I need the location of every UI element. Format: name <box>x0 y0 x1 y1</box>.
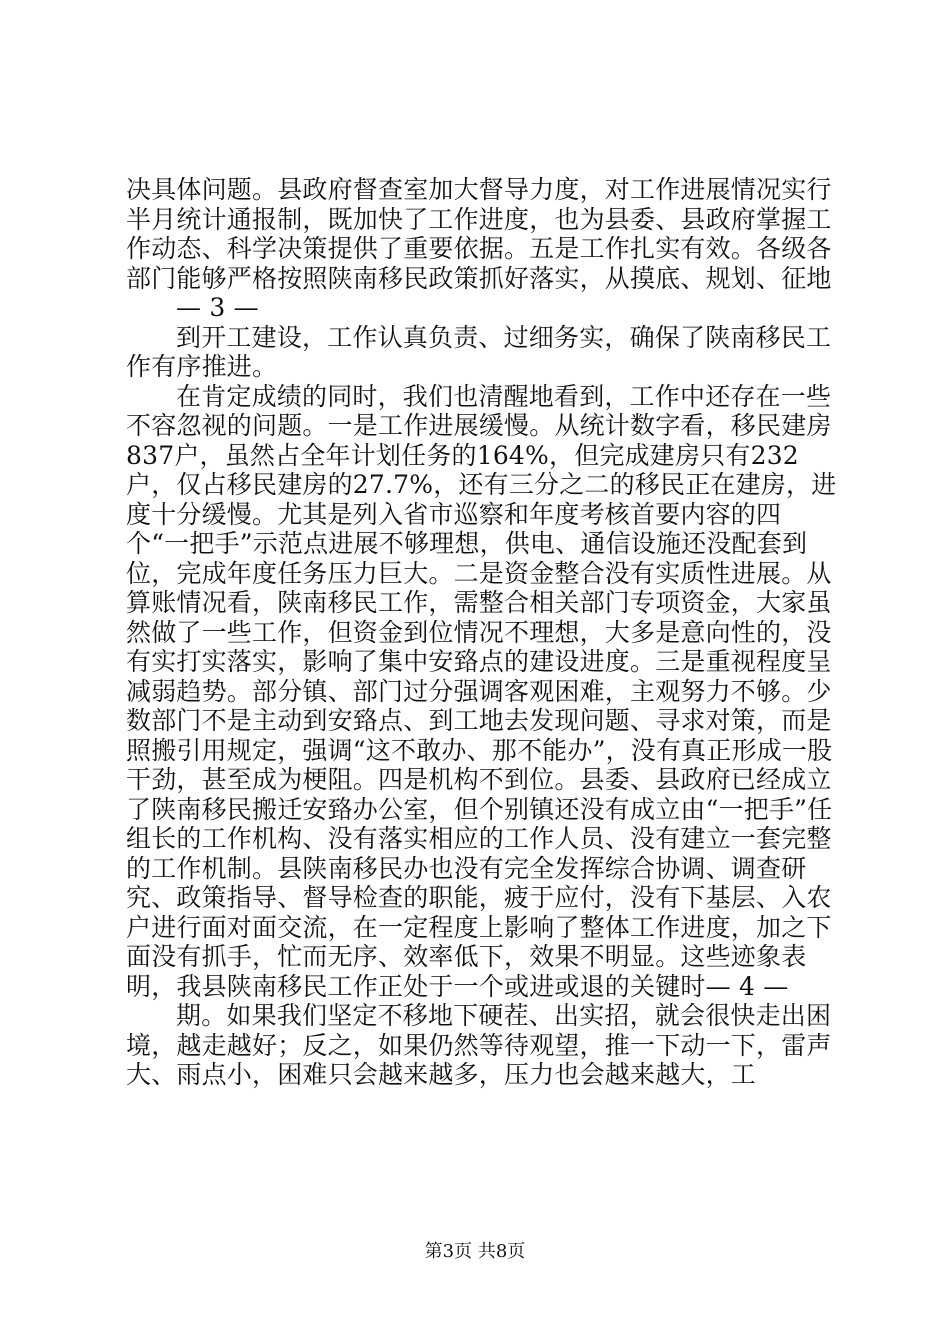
paragraph-3 <box>126 382 838 1002</box>
body-text <box>126 175 838 1090</box>
page-marker-3: — 3 — <box>176 293 259 322</box>
page-marker-4: — 4 — <box>705 971 789 1001</box>
paragraph-3-text: 在肯定成绩的同时，我们也清醒地看到，工作中还存在一些不容忽视的问题。一是工作进展缓慢。从统计数字看，移民建房837户，虽然占全年计划任务的164%，但完成建房只有232户，仅占移民建房的27.7%，还有三分之二的移民正在建房，进度十分缓慢。尤其是列入省市巡察和年度考核首要内容的四个“一把手”示范点进展不够理想，供电、通信设施还没配套到位，完成年度任务压力巨大。二是资金整合没有实质性进展。从算账情况看，陕南移民工作，需整合相关部门专项资金，大家虽然做了一些工作，但资金到位情况不理想，大多是意向性的，没有实打实落实，影响了集中安臵点的建设进度。三是重视程度呈减弱趋势。部分镇、部门过分强调客观困难，主观努力不够。少数部门不是主动到安臵点、到工地去发现问题、寻求对策，而是照搬引用规定，强调“这不敢办、那不能办”，没有真正形成一股干劲，甚至成为梗阻。四是机构不到位。县委、县政府已经成立了陕南移民搬迁安臵办公室，但个别镇还没有成立由“一把手”任组长的工作机构、没有落实相应的工作人员、没有建立一套完整的工作机制。县陕南移民办也没有完全发挥综合协调、调查研究、政策指导、督导检查的职能，疲于应付，没有下基层、入农户进行面对面交流，在一定程度上影响了整体工作进度，加之下面没有抓手，忙而无序、效率低下，效果不明显。这些迹象表明，我县陕南移民工作正处于一个或进或退的关键时 <box>126 381 837 1001</box>
paragraph-4: 期。如果我们坚定不移地下硬茬、出实招，就会很快走出困境，越走越好；反之，如果仍然等待观望，推一下动一下，雷声大、雨点小，困难只会越来越多，压力也会越来越大，工 <box>126 1001 832 1089</box>
page-footer: 第3页 共8页 <box>424 1241 526 1262</box>
paragraph-2: 到开工建设，工作认真负责、过细务实，确保了陕南移民工作有序推进。 <box>126 322 832 381</box>
paragraph-1: 决具体问题。县政府督查室加大督导力度，对工作进展情况实行半月统计通报制，既加快了工作进度，也为县委、县政府掌握工作动态、科学决策提供了重要依据。五是工作扎实有效。各级各部门能够严格按照陕南移民政策抓好落实，从摸底、规划、征地 <box>126 175 832 293</box>
